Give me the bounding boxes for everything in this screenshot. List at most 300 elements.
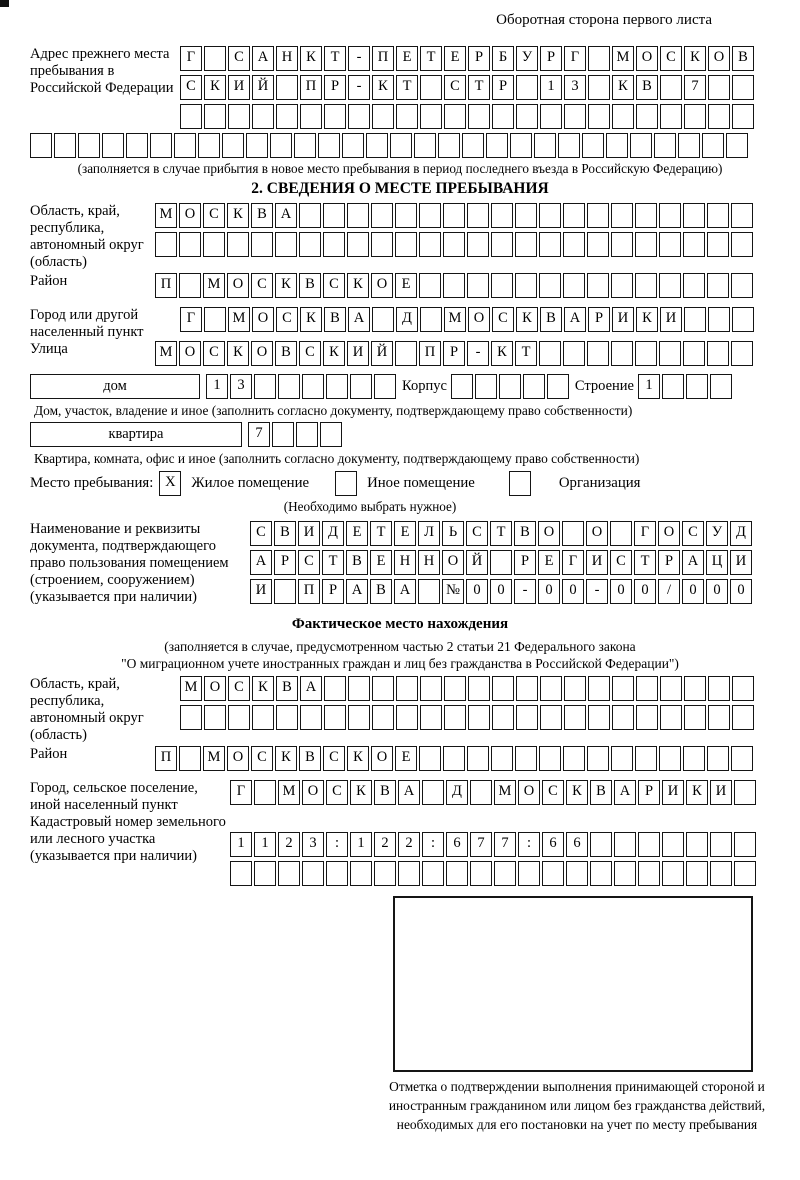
char-cell[interactable]: О [708,46,730,71]
char-cell[interactable] [660,75,682,100]
char-cell[interactable]: М [203,746,225,771]
char-cell[interactable] [659,232,681,257]
checkbox-zhiloe[interactable]: X [159,471,181,496]
char-cell[interactable]: А [394,579,416,604]
char-cell[interactable] [491,203,513,228]
char-cell[interactable] [662,861,684,886]
char-cell[interactable] [635,746,657,771]
char-cell[interactable]: Ь [442,521,464,546]
char-cell[interactable]: / [658,579,680,604]
char-cell[interactable] [659,203,681,228]
char-cell[interactable] [467,203,489,228]
char-cell[interactable]: Р [658,550,680,575]
char-cell[interactable]: М [203,273,225,298]
char-cell[interactable] [276,75,298,100]
char-cell[interactable]: М [612,46,634,71]
char-cell[interactable] [708,676,730,701]
char-cell[interactable] [635,203,657,228]
char-cell[interactable]: К [516,307,538,332]
char-cell[interactable] [610,521,632,546]
char-cell[interactable]: 1 [206,374,228,399]
char-cell[interactable] [418,579,440,604]
char-cell[interactable] [734,832,756,857]
char-cell[interactable] [443,203,465,228]
char-cell[interactable] [467,232,489,257]
char-cell[interactable]: Р [638,780,660,805]
char-cell[interactable] [414,133,436,158]
char-cell[interactable] [179,232,201,257]
char-cell[interactable] [707,746,729,771]
char-cell[interactable] [300,705,322,730]
char-cell[interactable] [636,104,658,129]
char-cell[interactable] [348,104,370,129]
char-cell[interactable] [420,104,442,129]
char-cell[interactable]: О [636,46,658,71]
char-cell[interactable] [558,133,580,158]
char-cell[interactable]: В [540,307,562,332]
char-cell[interactable]: Р [443,341,465,366]
char-cell[interactable] [515,273,537,298]
char-cell[interactable] [276,104,298,129]
char-cell[interactable]: А [614,780,636,805]
char-cell[interactable] [203,232,225,257]
char-cell[interactable] [54,133,76,158]
char-cell[interactable] [446,861,468,886]
char-cell[interactable] [732,705,754,730]
char-cell[interactable]: П [298,579,320,604]
char-cell[interactable]: К [350,780,372,805]
char-cell[interactable]: В [274,521,296,546]
char-cell[interactable]: Г [180,46,202,71]
char-cell[interactable] [732,75,754,100]
char-cell[interactable]: К [372,75,394,100]
char-cell[interactable] [611,232,633,257]
char-cell[interactable]: А [275,203,297,228]
char-cell[interactable] [396,104,418,129]
char-cell[interactable]: 3 [230,374,252,399]
char-cell[interactable]: Г [562,550,584,575]
char-cell[interactable]: Е [396,46,418,71]
char-cell[interactable] [539,273,561,298]
char-cell[interactable]: С [299,341,321,366]
char-cell[interactable]: Р [514,550,536,575]
char-cell[interactable] [564,104,586,129]
char-cell[interactable]: И [710,780,732,805]
char-cell[interactable] [659,273,681,298]
char-cell[interactable]: Т [420,46,442,71]
char-cell[interactable]: Г [230,780,252,805]
char-cell[interactable]: О [371,273,393,298]
char-cell[interactable] [324,705,346,730]
char-cell[interactable] [635,273,657,298]
char-cell[interactable] [374,374,396,399]
char-cell[interactable] [499,374,521,399]
char-cell[interactable]: Д [322,521,344,546]
char-cell[interactable] [420,75,442,100]
char-cell[interactable] [204,46,226,71]
char-cell[interactable] [299,203,321,228]
char-cell[interactable] [180,104,202,129]
char-cell[interactable] [486,133,508,158]
char-cell[interactable]: В [346,550,368,575]
char-cell[interactable] [660,676,682,701]
char-cell[interactable]: В [299,273,321,298]
char-cell[interactable]: Е [395,273,417,298]
char-cell[interactable] [254,374,276,399]
char-cell[interactable] [227,232,249,257]
char-cell[interactable]: Е [346,521,368,546]
char-cell[interactable] [683,341,705,366]
char-cell[interactable] [612,104,634,129]
char-cell[interactable] [734,861,756,886]
char-cell[interactable] [324,104,346,129]
char-cell[interactable]: С [180,75,202,100]
char-cell[interactable] [294,133,316,158]
char-cell[interactable] [228,705,250,730]
char-cell[interactable] [491,746,513,771]
char-cell[interactable] [588,676,610,701]
char-cell[interactable] [662,832,684,857]
char-cell[interactable] [254,780,276,805]
char-cell[interactable]: Р [468,46,490,71]
char-cell[interactable] [732,676,754,701]
char-cell[interactable]: К [227,203,249,228]
char-cell[interactable]: Е [394,521,416,546]
char-cell[interactable]: А [348,307,370,332]
char-cell[interactable] [30,133,52,158]
char-cell[interactable] [323,232,345,257]
char-cell[interactable]: - [348,75,370,100]
char-cell[interactable]: Т [370,521,392,546]
char-cell[interactable] [350,374,372,399]
char-cell[interactable]: 2 [374,832,396,857]
char-cell[interactable]: В [590,780,612,805]
char-cell[interactable] [468,705,490,730]
char-cell[interactable]: Т [634,550,656,575]
char-cell[interactable]: М [228,307,250,332]
char-cell[interactable] [515,746,537,771]
char-cell[interactable] [660,705,682,730]
char-cell[interactable] [710,861,732,886]
char-cell[interactable]: 6 [446,832,468,857]
char-cell[interactable] [443,232,465,257]
char-cell[interactable]: В [299,746,321,771]
char-cell[interactable] [326,374,348,399]
char-cell[interactable]: С [228,676,250,701]
char-cell[interactable] [678,133,700,158]
char-cell[interactable]: О [518,780,540,805]
char-cell[interactable] [443,273,465,298]
char-cell[interactable] [564,705,586,730]
char-cell[interactable] [299,232,321,257]
char-cell[interactable] [444,676,466,701]
char-cell[interactable]: 7 [494,832,516,857]
char-cell[interactable]: Д [730,521,752,546]
char-cell[interactable]: О [204,676,226,701]
char-cell[interactable] [347,232,369,257]
char-cell[interactable] [539,341,561,366]
char-cell[interactable]: С [298,550,320,575]
char-cell[interactable] [731,203,753,228]
checkbox-inoe[interactable] [335,471,357,496]
char-cell[interactable]: И [347,341,369,366]
char-cell[interactable]: С [610,550,632,575]
char-cell[interactable]: 7 [684,75,706,100]
char-cell[interactable] [198,133,220,158]
char-cell[interactable]: О [227,273,249,298]
char-cell[interactable] [470,780,492,805]
char-cell[interactable]: 1 [230,832,252,857]
char-cell[interactable]: И [730,550,752,575]
char-cell[interactable]: В [374,780,396,805]
char-cell[interactable]: 0 [538,579,560,604]
char-cell[interactable] [390,133,412,158]
char-cell[interactable]: С [323,273,345,298]
char-cell[interactable]: К [491,341,513,366]
char-cell[interactable]: Г [180,307,202,332]
char-cell[interactable] [662,374,684,399]
char-cell[interactable] [563,203,585,228]
char-cell[interactable] [278,861,300,886]
char-cell[interactable]: И [250,579,272,604]
char-cell[interactable] [660,104,682,129]
char-cell[interactable] [587,273,609,298]
char-cell[interactable]: Т [515,341,537,366]
char-cell[interactable] [611,203,633,228]
char-cell[interactable] [516,705,538,730]
char-cell[interactable] [684,676,706,701]
char-cell[interactable] [566,861,588,886]
char-cell[interactable]: 2 [398,832,420,857]
char-cell[interactable] [708,75,730,100]
char-cell[interactable] [302,861,324,886]
char-cell[interactable] [155,232,177,257]
char-cell[interactable]: С [203,341,225,366]
char-cell[interactable]: К [300,307,322,332]
char-cell[interactable] [612,705,634,730]
char-cell[interactable] [590,832,612,857]
char-cell[interactable]: С [276,307,298,332]
char-cell[interactable]: 7 [248,422,270,447]
char-cell[interactable]: П [300,75,322,100]
char-cell[interactable]: Р [540,46,562,71]
char-cell[interactable]: 2 [278,832,300,857]
char-cell[interactable]: № [442,579,464,604]
char-cell[interactable] [684,705,706,730]
char-cell[interactable] [396,676,418,701]
char-cell[interactable] [630,133,652,158]
char-cell[interactable] [540,104,562,129]
char-cell[interactable]: Й [371,341,393,366]
char-cell[interactable] [467,746,489,771]
char-cell[interactable] [180,705,202,730]
char-cell[interactable]: С [444,75,466,100]
char-cell[interactable]: К [612,75,634,100]
char-cell[interactable]: Д [446,780,468,805]
char-cell[interactable]: 3 [564,75,586,100]
char-cell[interactable]: А [300,676,322,701]
char-cell[interactable]: К [686,780,708,805]
char-cell[interactable] [731,273,753,298]
char-cell[interactable] [516,676,538,701]
char-cell[interactable] [683,232,705,257]
char-cell[interactable] [204,104,226,129]
char-cell[interactable]: К [347,746,369,771]
char-cell[interactable]: М [180,676,202,701]
char-cell[interactable] [396,705,418,730]
char-cell[interactable] [300,104,322,129]
char-cell[interactable] [78,133,100,158]
char-cell[interactable] [707,341,729,366]
char-cell[interactable] [707,232,729,257]
char-cell[interactable] [654,133,676,158]
char-cell[interactable]: Т [396,75,418,100]
char-cell[interactable] [542,861,564,886]
char-cell[interactable]: С [323,746,345,771]
char-cell[interactable]: Й [466,550,488,575]
char-cell[interactable]: С [203,203,225,228]
char-cell[interactable] [683,203,705,228]
char-cell[interactable] [611,746,633,771]
char-cell[interactable] [348,676,370,701]
char-cell[interactable]: 0 [562,579,584,604]
char-cell[interactable]: А [250,550,272,575]
char-cell[interactable]: К [566,780,588,805]
char-cell[interactable] [395,203,417,228]
char-cell[interactable] [635,341,657,366]
char-cell[interactable] [323,203,345,228]
char-cell[interactable] [708,307,730,332]
char-cell[interactable]: О [179,341,201,366]
char-cell[interactable]: В [732,46,754,71]
char-cell[interactable] [302,374,324,399]
char-cell[interactable]: А [564,307,586,332]
char-cell[interactable] [562,521,584,546]
char-cell[interactable] [659,341,681,366]
char-cell[interactable] [563,341,585,366]
char-cell[interactable]: М [278,780,300,805]
char-cell[interactable]: С [492,307,514,332]
char-cell[interactable]: П [419,341,441,366]
char-cell[interactable]: 0 [730,579,752,604]
char-cell[interactable] [547,374,569,399]
char-cell[interactable] [326,861,348,886]
char-cell[interactable] [707,273,729,298]
char-cell[interactable]: 0 [682,579,704,604]
char-cell[interactable] [684,104,706,129]
char-cell[interactable]: В [251,203,273,228]
char-cell[interactable]: О [302,780,324,805]
char-cell[interactable] [422,861,444,886]
char-cell[interactable]: К [684,46,706,71]
char-cell[interactable]: О [586,521,608,546]
char-cell[interactable] [707,203,729,228]
char-cell[interactable] [540,676,562,701]
char-cell[interactable] [732,307,754,332]
char-cell[interactable]: С [542,780,564,805]
char-cell[interactable] [590,861,612,886]
char-cell[interactable] [588,75,610,100]
char-cell[interactable] [350,861,372,886]
char-cell[interactable]: К [275,273,297,298]
char-cell[interactable] [347,203,369,228]
char-cell[interactable]: О [468,307,490,332]
char-cell[interactable] [252,104,274,129]
char-cell[interactable] [734,780,756,805]
char-cell[interactable] [588,46,610,71]
char-cell[interactable]: И [660,307,682,332]
char-cell[interactable]: О [227,746,249,771]
char-cell[interactable]: Н [394,550,416,575]
char-cell[interactable] [686,374,708,399]
char-cell[interactable] [683,273,705,298]
char-cell[interactable]: А [398,780,420,805]
char-cell[interactable]: С [466,521,488,546]
char-cell[interactable]: М [494,780,516,805]
char-cell[interactable] [278,374,300,399]
checkbox-organizatsiya[interactable] [509,471,531,496]
char-cell[interactable]: И [662,780,684,805]
char-cell[interactable] [638,861,660,886]
char-cell[interactable] [444,705,466,730]
char-cell[interactable] [516,104,538,129]
char-cell[interactable]: О [371,746,393,771]
char-cell[interactable]: 1 [540,75,562,100]
char-cell[interactable]: С [660,46,682,71]
char-cell[interactable]: 0 [610,579,632,604]
char-cell[interactable] [443,746,465,771]
char-cell[interactable] [510,133,532,158]
char-cell[interactable]: 0 [634,579,656,604]
char-cell[interactable] [372,705,394,730]
char-cell[interactable]: Р [324,75,346,100]
char-cell[interactable]: 1 [350,832,372,857]
char-cell[interactable]: А [252,46,274,71]
char-cell[interactable] [490,550,512,575]
char-cell[interactable] [614,861,636,886]
char-cell[interactable] [606,133,628,158]
char-cell[interactable]: В [275,341,297,366]
char-cell[interactable] [731,341,753,366]
char-cell[interactable] [470,861,492,886]
char-cell[interactable]: Е [538,550,560,575]
char-cell[interactable]: Т [322,550,344,575]
char-cell[interactable] [523,374,545,399]
char-cell[interactable] [126,133,148,158]
char-cell[interactable]: Р [492,75,514,100]
char-cell[interactable]: Е [444,46,466,71]
char-cell[interactable] [582,133,604,158]
char-cell[interactable]: - [467,341,489,366]
char-cell[interactable]: К [347,273,369,298]
char-cell[interactable] [638,832,660,857]
char-cell[interactable] [324,676,346,701]
char-cell[interactable] [534,133,556,158]
char-cell[interactable]: К [323,341,345,366]
char-cell[interactable]: 0 [490,579,512,604]
char-cell[interactable] [419,232,441,257]
char-cell[interactable] [372,307,394,332]
char-cell[interactable]: У [516,46,538,71]
char-cell[interactable]: О [252,307,274,332]
char-cell[interactable] [516,75,538,100]
char-cell[interactable]: В [324,307,346,332]
char-cell[interactable] [371,203,393,228]
char-cell[interactable] [451,374,473,399]
char-cell[interactable] [612,676,634,701]
char-cell[interactable] [276,705,298,730]
char-cell[interactable] [726,133,748,158]
